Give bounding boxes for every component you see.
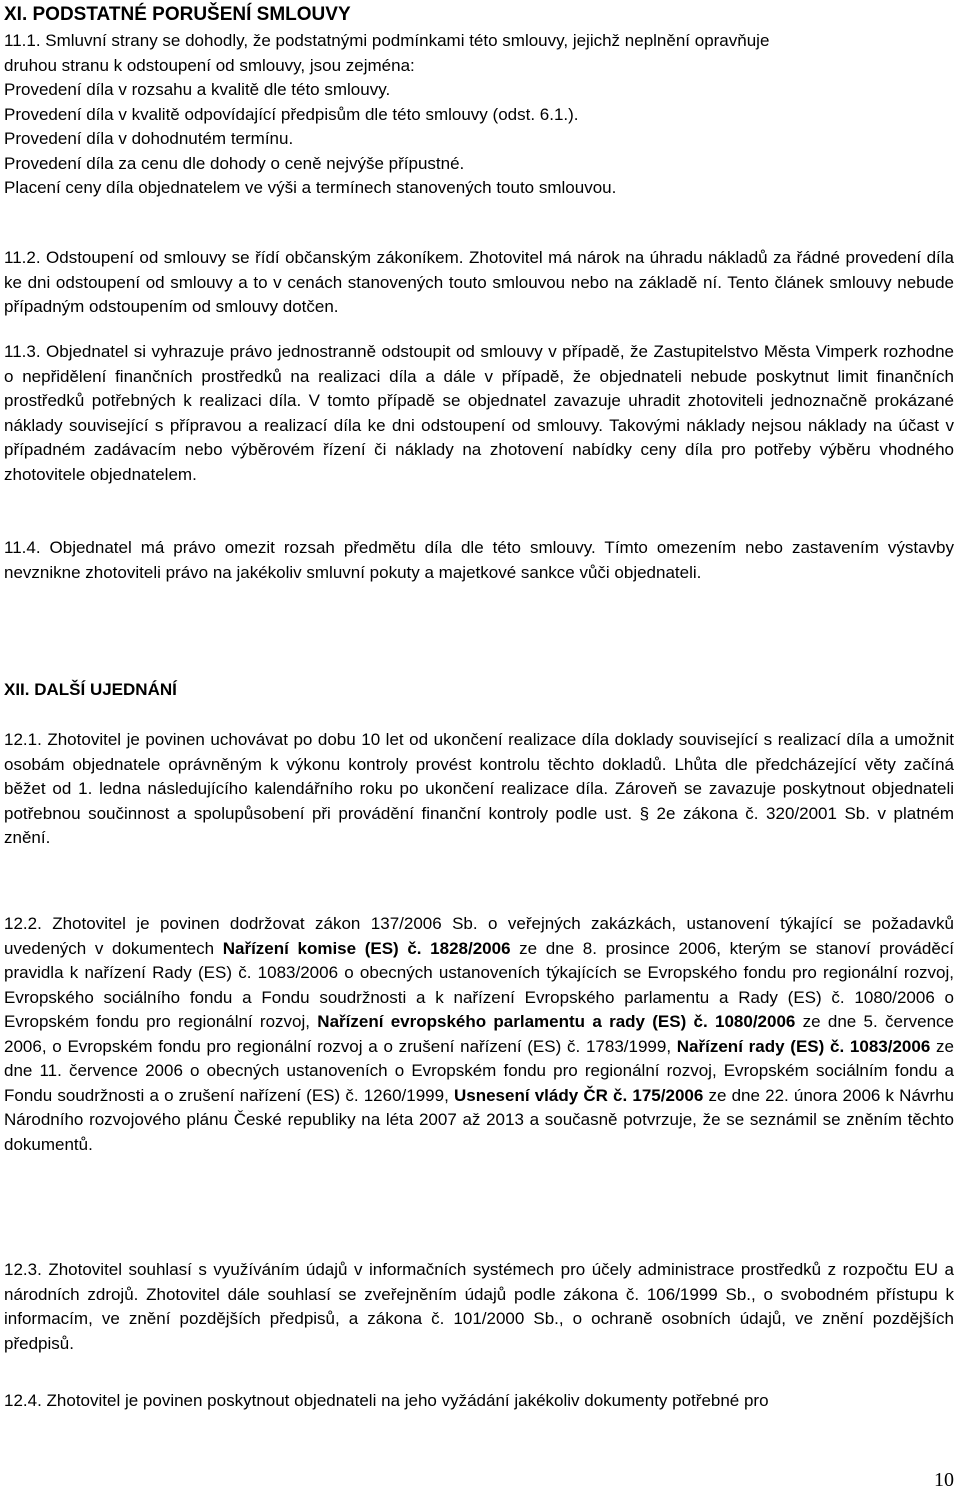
paragraph-text: 12.2. Zhotovitel je povinen dodržovat zákon 137/2006 Sb. o veřejných zakázkách, ustanovení týkající se požadavků uvedených v dokumentech [4,914,954,958]
regulation-reference: Nařízení rady (ES) č. 1083/2006 [676,1036,931,1056]
paragraph-line: druhou stranu k odstoupení od smlouvy, jsou zejména: [4,55,415,75]
paragraph-12-4: 12.4. Zhotovitel je povinen poskytnout objednateli na jeho vyžádání jakékoliv dokumenty potřebné pro [4,1391,769,1410]
paragraph-line: Provedení díla za cenu dle dohody o ceně nejvýše přípustné. [4,153,465,173]
regulation-reference: Nařízení evropského parlamentu a rady (ES) č. 1080/2006 [317,1012,796,1031]
section-xi-heading: XI. PODSTATNÉ PORUŠENÍ SMLOUVY [4,4,351,25]
paragraph-11-3: 11.3. Objednatel si vyhrazuje právo jednostranně odstoupit od smlouvy v případě, že Zastupitelstvo Města Vimperk rozhodne o nepřidělení finančních prostředků na realizaci díla a dále v případě, že objednateli nebude poskytnut limit finančních prostředků potřebných k realizaci díla. V tomto případě se objednatel zavazuje uhradit zhotoviteli jednoznačně prokázané náklady související s přípravou a realizací díla ke dni odstoupení od smlouvy. Takovými náklady nejsou náklady na účast v případném zadávacím nebo výběrovém řízení či náklady na zhotovení nabídky ceny díla pro potřeby výběru vhodného zhotovitele objednatelem. [4,342,954,484]
paragraph-line: Provedení díla v rozsahu a kvalitě dle této smlouvy. [4,80,391,99]
paragraph-11-2: 11.2. Odstoupení od smlouvy se řídí občanským zákoníkem. Zhotovitel má nárok na úhradu nákladů za řádné provedení díla ke dni odstoupení od smlouvy a to v cenách stanovených touto smlouvou nebo na základě ní. Tento článek smlouvy nebude případným odstoupením od smlouvy dotčen. [4,248,954,316]
paragraph-text: ze dne 22. února 2006 k Návrhu Národního rozvojového plánu České republiky na léta 2007 až 2013 a současně potvrzuje, že se seznámil se zněním těchto dokumentů. [4,1085,954,1154]
paragraph-12-3: 12.3. Zhotovitel souhlasí s využíváním údajů v informačních systémech pro účely administrace prostředků z rozpočtu EU a národních zdrojů. Zhotovitel dále souhlasí se zveřejněním údajů podle zákona č. 106/1999 Sb., o svobodném přístupu k informacím, ve znění pozdějších předpisů, a zákona č. 101/2000 Sb., o ochraně osobních údajů, ve znění pozdějších předpisů. [4,1260,954,1353]
paragraph-12-2 [4,912,954,1157]
paragraph-line: Provedení díla v kvalitě odpovídající předpisům dle této smlouvy (odst. 6.1.). [4,104,579,124]
regulation-reference: Nařízení komise (ES) č. 1828/2006 [222,938,511,958]
paragraph-11-1 [4,29,954,201]
paragraph-line: Provedení díla v dohodnutém termínu. [4,129,294,148]
regulation-reference: Usnesení vlády ČR č. 175/2006 [453,1085,704,1105]
paragraph-line: Placení ceny díla objednatelem ve výši a termínech stanovených touto smlouvou. [4,178,617,197]
paragraph-12-1: 12.1. Zhotovitel je povinen uchovávat po dobu 10 let od ukončení realizace díla doklady související s realizací díla a umožnit osobám objednatele oprávněným k výkonu kontroly provést kontrolu těchto dokladů. Lhůta dle předcházející věty začíná běžet od 1. ledna následujícího kalendářního roku po ukončení realizace díla. Zároveň se zavazuje poskytnout objednateli potřebnou součinnost a spolupůsobení při provádění finanční kontroly podle ust. § 2e zákona č. 320/2001 Sb. v platném znění. [4,730,954,847]
section-xii-heading: XII. DALŠÍ UJEDNÁNÍ [4,680,177,699]
paragraph-text: ze dne 8. prosince 2006, kterým se stanoví prováděcí pravidla k nařízení Rady (ES) č. 1083/2006 o obecných ustanoveních týkajících se Evropského fondu pro regionální rozvoj, Evropského sociálního fondu a Fondu soudržnosti a k nařízení Evropského parlamentu a Rady (ES) č. 1080/2006 o Evropském fondu pro regionální rozvoj, [4,938,954,1031]
paragraph-text: ze dne 11. července 2006 o obecných ustanoveních o Evropském fondu pro regionální rozvoj, Evropském sociálním fondu a Fondu soudržnosti a o zrušení nařízení (ES) č. 1260/1999, [4,1036,954,1105]
paragraph-line: 11.1. Smluvní strany se dohodly, že podstatnými podmínkami této smlouvy, jejichž neplnění opravňuje [4,31,770,50]
paragraph-11-4: 11.4. Objednatel má právo omezit rozsah předmětu díla dle této smlouvy. Tímto omezením nebo zastavením výstavby nevznikne zhotoviteli právo na jakékoliv smluvní pokuty a majetkové sankce vůči objednateli. [4,538,954,582]
paragraph-text: ze dne 5. července 2006, o Evropském fondu pro regionální rozvoj a o zrušení nařízení (ES) č. 1783/1999, [4,1012,954,1056]
page-number: 10 [934,1469,954,1491]
